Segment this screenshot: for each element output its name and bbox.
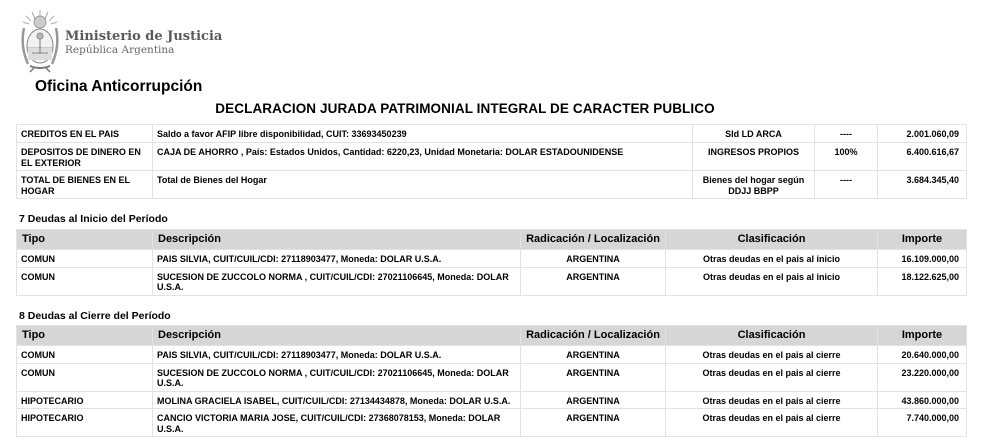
debt-amount: 16.109.000,00 (878, 250, 967, 268)
debt-classification: Otras deudas en el pais al inicio (666, 250, 878, 268)
debt-type: COMUN (17, 346, 153, 364)
table-row (17, 171, 967, 199)
debt-amount: 20.640.000,00 (878, 346, 967, 364)
asset-percent: 100% (815, 143, 878, 171)
debt-amount: 18.122.625,00 (878, 267, 967, 295)
debt-location: ARGENTINA (521, 267, 666, 295)
asset-origin: Bienes del hogar según DDJJ BBPP (693, 171, 815, 199)
debts-start-table (16, 229, 967, 296)
asset-amount: 2.001.060,09 (878, 125, 967, 143)
asset-category: DEPOSITOS DE DINERO EN EL EXTERIOR (17, 143, 153, 171)
ministry-name: Ministerio de Justicia (65, 29, 223, 44)
document-title: DECLARACION JURADA PATRIMONIAL INTEGRAL DE CARACTER PUBLICO (215, 101, 715, 116)
column-header-description: Descripción (153, 326, 521, 346)
column-header-description: Descripción (153, 230, 521, 250)
asset-percent: ---- (815, 171, 878, 199)
asset-amount: 6.400.616,67 (878, 143, 967, 171)
table-row (17, 363, 967, 391)
table-row (17, 267, 967, 295)
debt-description: MOLINA GRACIELA ISABEL, CUIT/CUIL/CDI: 27134434878, Moneda: DOLAR U.S.A. (153, 391, 521, 409)
column-header-classification: Clasificación (666, 326, 878, 346)
debt-description: CANCIO VICTORIA MARIA JOSE, CUIT/CUIL/CDI: 27368078153, Moneda: DOLAR U.S.A. (153, 409, 521, 437)
debt-location: ARGENTINA (521, 250, 666, 268)
asset-description: CAJA DE AHORRO , País: Estados Unidos, Cantidad: 6220,23, Unidad Monetaria: DOLAR ESTADOUNIDENSE (153, 143, 693, 171)
asset-origin: INGRESOS PROPIOS (693, 143, 815, 171)
debt-classification: Otras deudas en el pais al cierre (666, 346, 878, 364)
column-header-type: Tipo (17, 326, 153, 346)
debt-description: SUCESION DE ZUCCOLO NORMA , CUIT/CUIL/CDI: 27021106645, Moneda: DOLAR U.S.A. (153, 267, 521, 295)
asset-category: TOTAL DE BIENES EN EL HOGAR (17, 171, 153, 199)
debt-location: ARGENTINA (521, 409, 666, 437)
table-row (17, 391, 967, 409)
country-name: República Argentina (65, 44, 175, 56)
debt-location: ARGENTINA (521, 391, 666, 409)
debt-description: SUCESION DE ZUCCOLO NORMA , CUIT/CUIL/CDI: 27021106645, Moneda: DOLAR U.S.A. (153, 363, 521, 391)
section-title-debts-start: 7 Deudas al Inicio del Período (19, 213, 168, 225)
debt-type: COMUN (17, 363, 153, 391)
debt-type: HIPOTECARIO (17, 409, 153, 437)
table-row (17, 409, 967, 437)
table-row (17, 143, 967, 171)
debt-classification: Otras deudas en el pais al cierre (666, 409, 878, 437)
debt-amount: 7.740.000,00 (878, 409, 967, 437)
table-row (17, 125, 967, 143)
debt-amount: 23.220.000,00 (878, 363, 967, 391)
debt-amount: 43.860.000,00 (878, 391, 967, 409)
asset-amount: 3.684.345,40 (878, 171, 967, 199)
column-header-classification: Clasificación (666, 230, 878, 250)
debt-location: ARGENTINA (521, 363, 666, 391)
debt-type: COMUN (17, 250, 153, 268)
table-header-row (17, 326, 967, 346)
debt-description: PAIS SILVIA, CUIT/CUIL/CDI: 27118903477, Moneda: DOLAR U.S.A. (153, 250, 521, 268)
ministry-header (65, 29, 222, 57)
asset-category: CREDITOS EN EL PAIS (17, 125, 153, 143)
debt-location: ARGENTINA (521, 346, 666, 364)
office-name: Oficina Anticorrupción (35, 78, 203, 95)
asset-description: Saldo a favor AFIP libre disponibilidad, CUIT: 33693450239 (153, 125, 693, 143)
asset-origin: Sld LD ARCA (693, 125, 815, 143)
column-header-location: Radicación / Localización (521, 326, 666, 346)
debt-classification: Otras deudas en el pais al inicio (666, 267, 878, 295)
assets-table (16, 124, 967, 199)
section-title-debts-end: 8 Deudas al Cierre del Período (19, 310, 171, 322)
column-header-location: Radicación / Localización (521, 230, 666, 250)
table-row (17, 346, 967, 364)
table-row (17, 250, 967, 268)
asset-description: Total de Bienes del Hogar (153, 171, 693, 199)
table-header-row (17, 230, 967, 250)
debt-classification: Otras deudas en el pais al cierre (666, 391, 878, 409)
debt-type: COMUN (17, 267, 153, 295)
column-header-amount: Importe (878, 326, 967, 346)
debt-classification: Otras deudas en el pais al cierre (666, 363, 878, 391)
column-header-amount: Importe (878, 230, 967, 250)
asset-percent: ---- (815, 125, 878, 143)
debts-end-table (16, 325, 967, 437)
debt-description: PAIS SILVIA, CUIT/CUIL/CDI: 27118903477, Moneda: DOLAR U.S.A. (153, 346, 521, 364)
debt-type: HIPOTECARIO (17, 391, 153, 409)
coat-of-arms-logo (18, 8, 62, 74)
column-header-type: Tipo (17, 230, 153, 250)
